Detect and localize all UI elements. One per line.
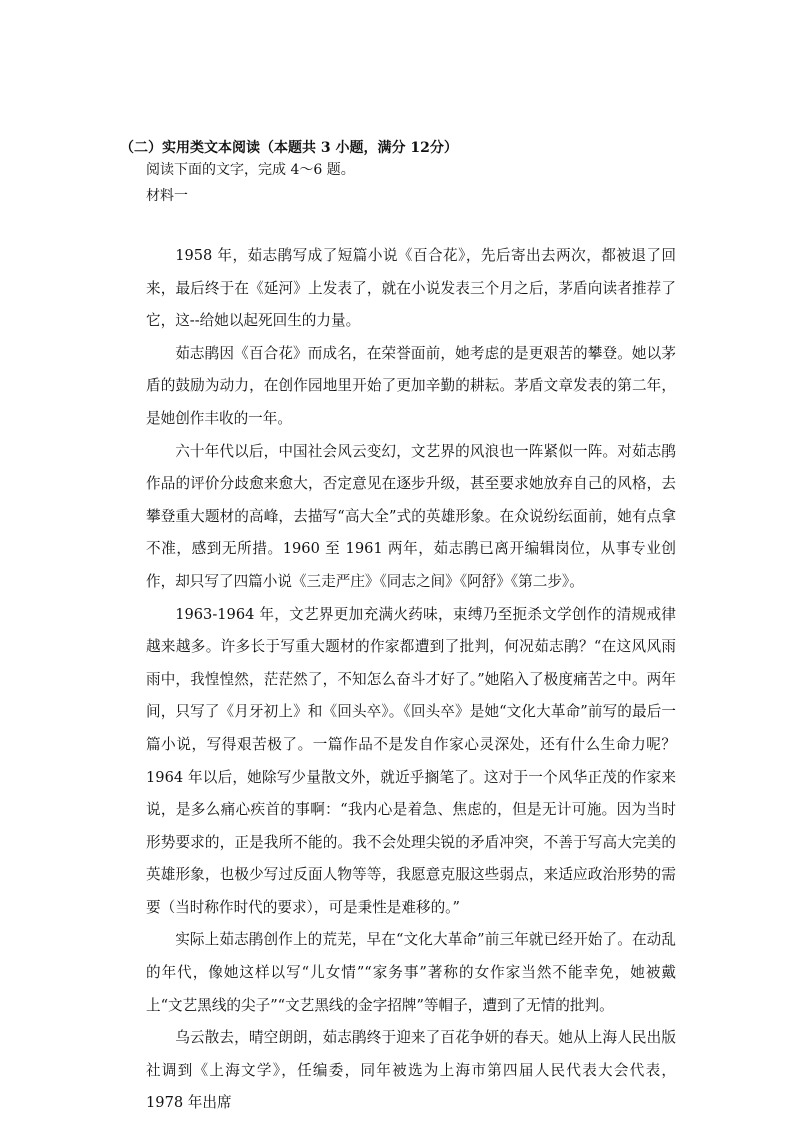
paragraph-6: 乌云散去，晴空朗朗，茹志鹃终于迎来了百花争妍的春天。她从上海人民出版社调到《上海文学》，任编委，同年被选为上海市第四届人民代表大会代表， 1978 年出席 xyxy=(146,1029,676,1112)
section-title: （二）实用类文本阅读（本题共 3 小题，满分 12分） xyxy=(120,140,458,156)
reading-instruction: 阅读下面的文字，完成 4～6 题。 xyxy=(146,162,355,178)
paragraph-4: 1963-1964 年，文艺界更加充满火药味，束缚乃至扼杀文学创作的清规戒律越来越多。许多长于写重大题材的作家都遭到了批判，何况茹志鹃？“在这风风雨雨中，我惶惶然，茫茫然了，不知怎么奋斗才好了。”她陷入了极度痛苦之中。两年间，只写了《月牙初上》和《回头卒》。《回头卒》是她“文化大革命”前写的最后一篇小说，写得艰苦极了。一篇作品不是发自作家心灵深处，还有什么生命力呢？1964 年以后，她除写少量散文外，就近乎搁笔了。这对于一个风华正茂的作家来说，是多么痛心疾首的事啊：“我内心是着急、焦虑的，但是无计可施。因为当时形势要求的，正是我所不能的。我不会处理尖锐的矛盾冲突，不善于写高大完美的英雄形象，也极少写过反面人物等等，我愿意克服这些弱点，来适应政治形势的需要（当时称作时代的要求），可是秉性是难移的。” xyxy=(146,605,676,916)
paragraph-5: 实际上茹志鹃创作上的荒芜，早在“文化大革命”前三年就已经开始了。在动乱的年代，像她这样以写“儿女情”“家务事”著称的女作家当然不能幸免，她被戴上“文艺黑线的尖子”“文艺黑线的金字招牌”等帽子，遭到了无情的批判。 xyxy=(146,931,676,1014)
paragraph-3: 六十年代以后，中国社会风云变幻，文艺界的风浪也一阵紧似一阵。对茹志鹃作品的评价分歧愈来愈大，否定意见在逐步升级，甚至要求她放弃自己的风格，去攀登重大题材的高峰，去描写“高大全”式的英雄形象。在众说纷纭面前，她有点拿不准，感到无所措。1960 至 1961 两年，茹志鹃已离开编辑岗位，从事专业创作，却只写了四篇小说《三走严庄》《同志之间》《阿舒》《第二步》。 xyxy=(146,442,676,590)
material-label: 材料一 xyxy=(146,188,188,204)
paragraph-2: 茹志鹃因《百合花》而成名，在荣誉面前，她考虑的是更艰苦的攀登。她以茅盾的鼓励为动力，在创作园地里开始了更加辛勤的耕耘。茅盾文章发表的第二年，是她创作丰收的一年。 xyxy=(146,344,676,427)
paragraph-1: 1958 年，茹志鹃写成了短篇小说《百合花》，先后寄出去两次，都被退了回来，最后终于在《延河》上发表了，就在小说发表三个月之后，茅盾向读者推荐了它，这--给她以起死回生的力量。 xyxy=(146,247,676,330)
article-body xyxy=(146,240,676,1120)
